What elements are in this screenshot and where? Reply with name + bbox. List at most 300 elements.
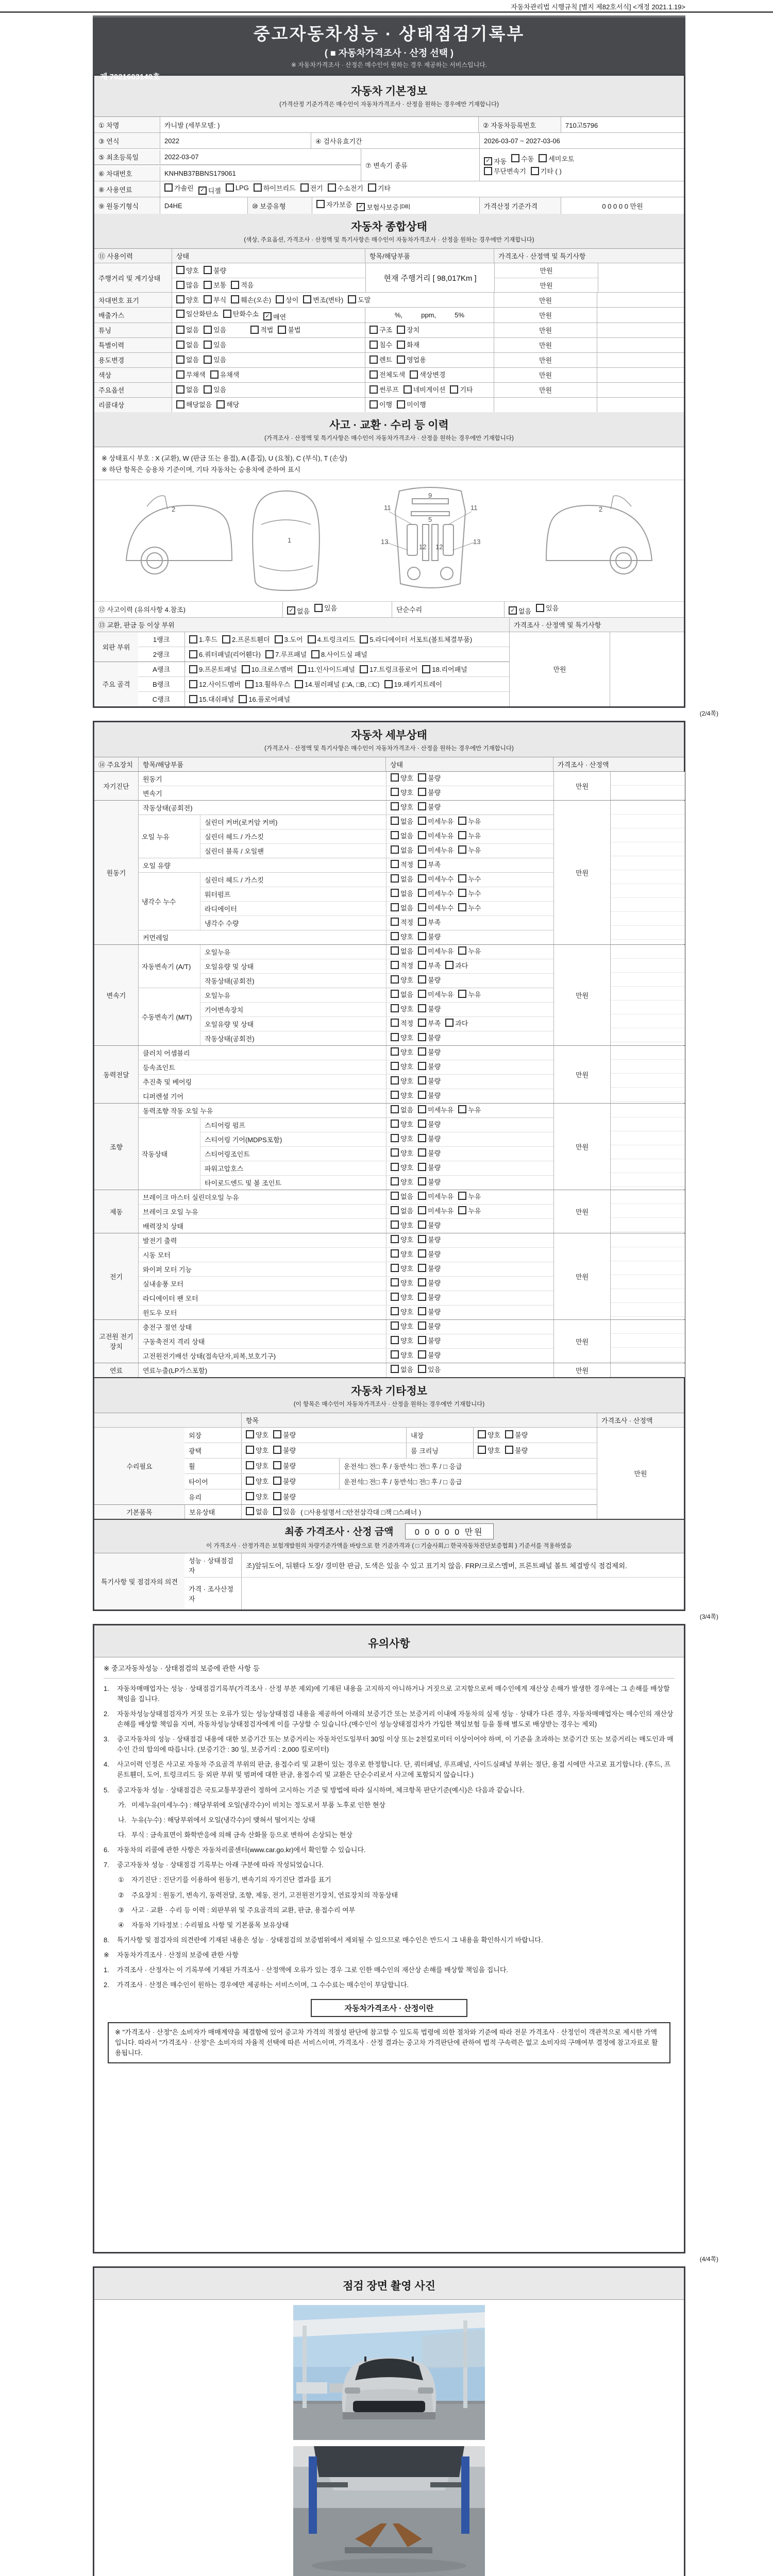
checkbox-수동[interactable]: [511, 154, 534, 163]
checkbox-있음[interactable]: [204, 325, 226, 334]
checkbox-적정[interactable]: [391, 859, 413, 869]
unchecked-checkbox-icon: [391, 1019, 399, 1027]
checkbox-양호[interactable]: [391, 787, 413, 797]
caution-item-number: 다.: [118, 1831, 127, 1839]
checkbox-과다[interactable]: [445, 1018, 468, 1028]
checkbox-불량[interactable]: [418, 802, 441, 811]
checkbox-10.크로스멤버[interactable]: [242, 664, 293, 674]
checkbox-디젤[interactable]: [198, 185, 221, 195]
caution-item: [118, 1890, 675, 1901]
checkbox-없음[interactable]: [391, 888, 413, 898]
checkbox-없음[interactable]: [176, 340, 199, 349]
checkbox-적정[interactable]: [391, 917, 413, 927]
checkbox-17.트렁크플로어[interactable]: [360, 664, 417, 674]
checkbox-2.프론트휀더[interactable]: [222, 634, 270, 644]
checkbox-미세누유[interactable]: [418, 946, 453, 956]
checkbox-label: 불량: [283, 1462, 296, 1470]
checkbox-9.프론트패널[interactable]: [189, 664, 237, 674]
checkbox-양호[interactable]: [391, 931, 413, 941]
checkbox-불량[interactable]: [418, 1278, 441, 1287]
checkbox-있음[interactable]: [536, 603, 559, 613]
checkbox-불량[interactable]: [505, 1430, 528, 1439]
checkbox-자동[interactable]: [484, 156, 507, 166]
fuel-value: [160, 181, 684, 197]
checkbox-label: 19.패키지트레이: [394, 681, 442, 688]
checkbox-양호[interactable]: [391, 1119, 413, 1129]
checkbox-불량[interactable]: [273, 1430, 296, 1439]
checkbox-없음[interactable]: [176, 325, 199, 334]
checkbox-변조(변타)[interactable]: [303, 295, 343, 304]
checkbox-양호[interactable]: [391, 1234, 413, 1244]
checkbox-불량[interactable]: [418, 1090, 441, 1100]
checkbox-19.패키지트레이[interactable]: [384, 679, 442, 689]
checkbox-label: 불량: [283, 1477, 296, 1485]
checkbox-양호[interactable]: [391, 1076, 413, 1086]
svg-text:1: 1: [288, 536, 292, 544]
checkbox-구조[interactable]: [369, 325, 392, 334]
checkbox-label: 3.도어: [284, 636, 303, 643]
checkbox-label: 불법: [288, 326, 301, 334]
checkbox-없음[interactable]: [391, 903, 413, 912]
device-status-options: [386, 1190, 553, 1204]
svg-text:13: 13: [473, 537, 481, 546]
checkbox-label: 무단변속기: [494, 167, 526, 175]
unchecked-checkbox-icon: [189, 665, 197, 673]
unchecked-checkbox-icon: [418, 1235, 426, 1243]
checkbox-화재[interactable]: [397, 340, 419, 349]
checkbox-label: 불량: [428, 1005, 441, 1013]
checkbox-부족[interactable]: [418, 859, 441, 869]
dg-mid: [138, 801, 553, 944]
state-options: [172, 383, 365, 397]
checkbox-양호[interactable]: [391, 1350, 413, 1360]
checkbox-불법[interactable]: [278, 325, 300, 334]
checkbox-5.라디에이터 서포트(볼트체결부품)[interactable]: [360, 634, 472, 644]
checkbox-없음[interactable]: [391, 816, 413, 826]
checkbox-불량[interactable]: [418, 1220, 441, 1230]
unchecked-checkbox-icon: [418, 1033, 426, 1041]
unchecked-checkbox-icon: [391, 817, 399, 825]
device-status-options: [386, 1132, 553, 1146]
dg-blank: [610, 1320, 685, 1363]
checkbox-없음[interactable]: [391, 1364, 413, 1374]
device-status-options: [386, 1320, 553, 1334]
checkbox-양호[interactable]: [391, 1249, 413, 1259]
unchecked-checkbox-icon: [273, 1446, 281, 1454]
checkbox-도말[interactable]: [348, 295, 371, 304]
checkbox-불량[interactable]: [418, 1061, 441, 1071]
checkbox-양호[interactable]: [391, 1032, 413, 1042]
checkbox-가솔린[interactable]: [164, 183, 194, 193]
checkbox-미세누유[interactable]: [418, 1206, 453, 1215]
checkbox-일산화탄소[interactable]: [176, 309, 219, 318]
caution-item: [118, 1830, 675, 1840]
checkbox-불량[interactable]: [418, 1321, 441, 1331]
unchecked-checkbox-icon: [458, 831, 466, 839]
unchecked-checkbox-icon: [418, 1120, 426, 1128]
device-item-label: 추진축 및 베어링: [143, 1078, 192, 1086]
checkbox-미세누유[interactable]: [418, 816, 453, 826]
checkbox-영업용[interactable]: [397, 354, 426, 364]
cbgroup: [391, 1047, 445, 1059]
checkbox-있음[interactable]: [314, 603, 337, 613]
checkbox-없음[interactable]: [287, 606, 310, 616]
checkbox-양호[interactable]: [391, 1162, 413, 1172]
price-cell: 만원: [494, 338, 597, 352]
checkbox-이행[interactable]: [369, 399, 392, 409]
checkbox-불량[interactable]: [418, 1047, 441, 1057]
checkbox-불량[interactable]: [418, 1148, 441, 1158]
checkbox-없음[interactable]: [391, 874, 413, 884]
checkbox-1.후드[interactable]: [189, 634, 217, 644]
checkbox-양호[interactable]: [391, 1220, 413, 1230]
checkbox-불량[interactable]: [418, 1249, 441, 1259]
checkbox-불량[interactable]: [418, 931, 441, 941]
checkbox-불량[interactable]: [418, 1307, 441, 1316]
caution-item: [118, 1905, 675, 1916]
unchecked-checkbox-icon: [245, 680, 254, 688]
device-price-cell: 만원: [553, 1046, 610, 1103]
checkbox-부식[interactable]: [204, 295, 226, 304]
checkbox-양호[interactable]: [246, 1445, 268, 1455]
checkbox-양호[interactable]: [246, 1461, 268, 1470]
unchecked-checkbox-icon: [445, 1019, 453, 1027]
checkbox-미세누유[interactable]: [418, 845, 453, 855]
checkbox-부족[interactable]: [418, 1018, 441, 1028]
checkbox-있음[interactable]: [204, 384, 226, 394]
checkbox-적음[interactable]: [231, 280, 254, 290]
checkbox-양호[interactable]: [391, 975, 413, 985]
checkbox-양호[interactable]: [391, 1090, 413, 1100]
checkbox-누수[interactable]: [458, 888, 481, 898]
checkbox-해당[interactable]: [216, 399, 239, 409]
checkbox-11.인사이드패널[interactable]: [298, 664, 355, 674]
checkbox-매연[interactable]: [263, 312, 286, 321]
checkbox-무단변속기[interactable]: [484, 166, 526, 176]
checkbox-양호[interactable]: [176, 295, 199, 304]
checkbox-장치[interactable]: [397, 325, 419, 334]
device-group-name: 고전원 전기장치: [94, 1320, 138, 1363]
checkbox-불량[interactable]: [418, 1032, 441, 1042]
photos-title: 점검 장면 촬영 사진: [343, 2280, 435, 2292]
checkbox-label: 침수: [379, 341, 393, 349]
device-status-options: [386, 1205, 553, 1218]
cbgroup: [369, 325, 424, 335]
checkbox-전체도색[interactable]: [369, 369, 405, 379]
checkbox-과다[interactable]: [445, 960, 468, 970]
checkbox-훼손(오손)[interactable]: [231, 295, 271, 304]
checkbox-양호[interactable]: [246, 1430, 268, 1439]
checkbox-미세누유[interactable]: [418, 1191, 453, 1201]
unchecked-checkbox-icon: [505, 1430, 513, 1438]
checkbox-label: 불량: [283, 1446, 296, 1454]
checkbox-3.도어[interactable]: [275, 634, 303, 644]
checkbox-양호[interactable]: [391, 1133, 413, 1143]
checkbox-없음[interactable]: [246, 1506, 268, 1516]
rank-items: [184, 647, 509, 662]
checkbox-누유[interactable]: [458, 1105, 481, 1114]
caution-item-text: 가격조사 · 산정자는 이 기록부에 기재된 가격조사 · 산정액에 오류가 있는 경우 그로 인한 매수인의 재산상 손해를 배상할 책임을 집니다.: [117, 1966, 509, 1974]
checkbox-없음[interactable]: [391, 946, 413, 956]
checkbox-누유[interactable]: [458, 1191, 481, 1201]
device-status-options: [386, 1161, 553, 1175]
dg-blank: [610, 945, 685, 1045]
checkbox-불량[interactable]: [505, 1445, 528, 1455]
base-price-value: 0 0 0 0 0 만원: [561, 197, 684, 214]
checkbox-18.리어패널[interactable]: [422, 664, 467, 674]
checkbox-label: 부족: [428, 860, 441, 869]
checkbox-누유[interactable]: [458, 946, 481, 956]
checkbox-불량[interactable]: [418, 1162, 441, 1172]
checkbox-적정[interactable]: [391, 1018, 413, 1028]
checkbox-label: 없음: [400, 1192, 414, 1200]
checkbox-없음[interactable]: [391, 1105, 413, 1114]
checkbox-label: 도말: [358, 296, 371, 304]
checkbox-미세누유[interactable]: [418, 989, 453, 999]
caution-item-number: ※: [104, 1951, 109, 1959]
checkbox-4.트렁크리드[interactable]: [308, 634, 356, 644]
checkbox-불량[interactable]: [418, 1263, 441, 1273]
opinion-text: [241, 1578, 684, 1609]
checkbox-부족[interactable]: [418, 960, 441, 970]
checkbox-양호[interactable]: [391, 1177, 413, 1187]
etc-options: [241, 1428, 406, 1443]
checkbox-렌트[interactable]: [369, 354, 392, 364]
checkbox-없음[interactable]: [391, 831, 413, 840]
checkbox-무채색[interactable]: [176, 369, 206, 379]
checkbox-불량[interactable]: [418, 1119, 441, 1129]
checkbox-기타 ( )[interactable]: [531, 166, 562, 176]
unchecked-checkbox-icon: [391, 1249, 399, 1258]
checkbox-누유[interactable]: [458, 989, 481, 999]
checkbox-양호[interactable]: [478, 1445, 500, 1455]
unchecked-checkbox-icon: [368, 183, 376, 192]
checkbox-적정[interactable]: [391, 960, 413, 970]
unchecked-checkbox-icon: [295, 680, 303, 688]
checkbox-양호[interactable]: [391, 1004, 413, 1013]
checkbox-양호[interactable]: [391, 1061, 413, 1071]
checkbox-침수[interactable]: [369, 340, 392, 349]
checkbox-미세누수[interactable]: [418, 903, 453, 912]
checkbox-LPG[interactable]: [226, 183, 249, 192]
checkbox-누유[interactable]: [458, 816, 481, 826]
checkbox-세미오토[interactable]: [539, 154, 574, 163]
checkbox-있음[interactable]: [418, 1364, 441, 1374]
checkbox-기타[interactable]: [368, 183, 391, 193]
checkbox-탄화수소[interactable]: [223, 309, 259, 318]
checkbox-누유[interactable]: [458, 1206, 481, 1215]
unchecked-checkbox-icon: [391, 903, 399, 911]
checkbox-없음[interactable]: [509, 606, 531, 616]
device-status-options: [386, 1349, 553, 1363]
checkbox-14.필러패널 (□A, □B, □C)[interactable]: [295, 679, 379, 689]
unchecked-checkbox-icon: [418, 874, 426, 883]
checkbox-불량[interactable]: [418, 1234, 441, 1244]
checkbox-양호[interactable]: [391, 1047, 413, 1057]
checkbox-누수[interactable]: [458, 903, 481, 912]
checkbox-썬루프[interactable]: [369, 384, 399, 394]
device-segment: [139, 1117, 553, 1190]
checkbox-불량[interactable]: [418, 1292, 441, 1302]
checkbox-보험사보증[interactable]: [357, 202, 410, 212]
caution-item-text: 특기사항 및 점검자의 의견란에 기재된 내용은 성능 · 상태점검의 보증범위에서 제외될 수 있으므로 매수인은 반드시 그 내용을 확인하시기 바랍니다.: [117, 1936, 543, 1944]
checkbox-수소전기[interactable]: [328, 183, 363, 193]
checkbox-미세누수[interactable]: [418, 874, 453, 884]
device-status-options: [386, 930, 553, 944]
checkbox-보통[interactable]: [204, 280, 226, 290]
device-row: [139, 1334, 553, 1348]
checkbox-색상변경[interactable]: [410, 369, 445, 379]
seg-rows: [200, 988, 553, 1045]
checkbox-불량[interactable]: [273, 1492, 296, 1501]
checkbox-label: 불량: [428, 1351, 441, 1359]
checkbox-label: 화재: [407, 341, 420, 349]
checkbox-양호[interactable]: [391, 1263, 413, 1273]
checkbox-불량[interactable]: [273, 1445, 296, 1455]
detail-subtitle: (가격조사 · 산정액 및 특기사항은 매수인이 자동차가격조사 · 산정을 원하는 경우에만 기재합니다): [264, 745, 514, 752]
checkbox-양호[interactable]: [391, 1307, 413, 1316]
device-segment: [139, 858, 553, 872]
unchecked-checkbox-icon: [418, 1004, 426, 1012]
checkbox-불량[interactable]: [273, 1476, 296, 1486]
overall-col-usage: ⑪ 사용이력: [98, 252, 133, 260]
device-status-options: [386, 1248, 553, 1262]
device-item-label: 타이로드엔드 및 볼 조인트: [205, 1179, 281, 1187]
cbgroup: [391, 1206, 485, 1217]
checkbox-많음[interactable]: [176, 280, 199, 290]
device-item-label: 작동상태(공회전): [205, 977, 255, 985]
exchange-section-label: ⑬ 교환, 판금 등 이상 부위: [98, 621, 175, 629]
checkbox-없음[interactable]: [391, 1206, 413, 1215]
photo-area: [94, 2300, 684, 2576]
checkbox-label: 없음: [186, 356, 199, 364]
checkbox-누유[interactable]: [458, 831, 481, 840]
checkbox-하이브리드[interactable]: [254, 183, 296, 193]
checkbox-양호[interactable]: [478, 1430, 500, 1439]
unchecked-checkbox-icon: [391, 1062, 399, 1070]
remark-cell: [597, 338, 684, 352]
checkbox-label: 양호: [400, 1351, 414, 1359]
rank-label: C랭크: [152, 696, 171, 703]
checkbox-양호[interactable]: [391, 1278, 413, 1287]
caution-item-number: 2.: [104, 1981, 109, 1989]
checkbox-자가보증[interactable]: [316, 199, 352, 209]
checkbox-7.루프패널[interactable]: [265, 649, 307, 659]
checkbox-미세누유[interactable]: [418, 1105, 453, 1114]
checkbox-양호[interactable]: [391, 1321, 413, 1331]
checkbox-불량[interactable]: [204, 265, 226, 275]
checkbox-누수[interactable]: [458, 874, 481, 884]
checkbox-label: 불량: [428, 1149, 441, 1157]
checkbox-있음[interactable]: [204, 340, 226, 349]
checkbox-있음[interactable]: [204, 354, 226, 364]
checkbox-양호[interactable]: [391, 1148, 413, 1158]
cbgroup: [391, 960, 473, 972]
caution-item: [118, 1875, 675, 1885]
checkbox-label: 불량: [213, 266, 227, 275]
checkbox-불량[interactable]: [418, 773, 441, 783]
checkbox-없음[interactable]: [176, 384, 199, 394]
checkbox-불량[interactable]: [418, 1133, 441, 1143]
colstack: [172, 263, 365, 292]
checkbox-해당없음[interactable]: [176, 399, 212, 409]
unchecked-checkbox-icon: [418, 961, 426, 969]
checkbox-네비게이션[interactable]: [404, 384, 446, 394]
checkbox-불량[interactable]: [418, 787, 441, 797]
unchecked-checkbox-icon: [391, 889, 399, 897]
unchecked-checkbox-icon: [298, 665, 306, 673]
checkbox-적법[interactable]: [250, 325, 273, 334]
device-status-options: [386, 1291, 553, 1305]
checkbox-유채색[interactable]: [210, 369, 240, 379]
checkbox-불량[interactable]: [418, 975, 441, 985]
checkbox-label: 장치: [407, 326, 420, 334]
checkbox-미세누유[interactable]: [418, 831, 453, 840]
unchecked-checkbox-icon: [418, 1192, 426, 1200]
table-row: [94, 337, 684, 352]
caution-item: [118, 1800, 675, 1810]
checkbox-없음[interactable]: [391, 845, 413, 855]
checkbox-불량[interactable]: [418, 1177, 441, 1187]
checkbox-불량[interactable]: [418, 1350, 441, 1360]
checkbox-양호[interactable]: [391, 802, 413, 811]
checkbox-없음[interactable]: [391, 989, 413, 999]
div: [184, 1428, 597, 1504]
checkbox-양호[interactable]: [391, 1335, 413, 1345]
checkbox-미세누수[interactable]: [418, 888, 453, 898]
checkbox-16.플로어패널[interactable]: [239, 694, 290, 704]
cbgroup: [391, 1090, 445, 1102]
checkbox-전기[interactable]: [300, 183, 323, 193]
checkbox-미이행[interactable]: [397, 399, 426, 409]
checkbox-label: 없음: [400, 875, 414, 883]
checkbox-양호[interactable]: [246, 1492, 268, 1501]
checkbox-13.휠하우스[interactable]: [245, 679, 290, 689]
checkbox-12.사이드멤버[interactable]: [189, 679, 241, 689]
checkbox-부족[interactable]: [418, 917, 441, 927]
checkbox-없음[interactable]: [176, 354, 199, 364]
checkbox-불량[interactable]: [418, 1004, 441, 1013]
checkbox-없음[interactable]: [391, 1191, 413, 1201]
checkbox-누유[interactable]: [458, 845, 481, 855]
unchecked-checkbox-icon: [391, 1307, 399, 1315]
device-segment: [139, 872, 553, 930]
checkbox-15.대쉬패널[interactable]: [189, 694, 234, 704]
checked-checkbox-icon: ✓: [484, 157, 492, 165]
checkbox-label: 양호: [400, 1221, 414, 1229]
checkbox-불량[interactable]: [273, 1461, 296, 1470]
checkbox-양호[interactable]: [391, 773, 413, 783]
unchecked-checkbox-icon: [418, 1076, 426, 1084]
checkbox-label: 불량: [428, 788, 441, 796]
checkbox-label: 양호: [400, 1120, 414, 1128]
unchecked-checkbox-icon: [458, 1105, 466, 1113]
checkbox-양호[interactable]: [246, 1476, 268, 1486]
checkbox-양호[interactable]: [391, 1292, 413, 1302]
checkbox-양호[interactable]: [176, 265, 199, 275]
dg-blank: [610, 1046, 685, 1103]
checkbox-기타[interactable]: [450, 384, 473, 394]
checkbox-상이[interactable]: [276, 295, 298, 304]
dg-mid: [138, 772, 553, 800]
seg-rows: [200, 945, 553, 988]
checkbox-불량[interactable]: [418, 1335, 441, 1345]
checkbox-있음[interactable]: [273, 1506, 296, 1516]
checkbox-6.쿼터패널(리어휀다)[interactable]: [189, 649, 261, 659]
checkbox-8.사이드실 패널[interactable]: [311, 649, 367, 659]
checkbox-불량[interactable]: [418, 1076, 441, 1086]
device-row: [200, 973, 553, 988]
